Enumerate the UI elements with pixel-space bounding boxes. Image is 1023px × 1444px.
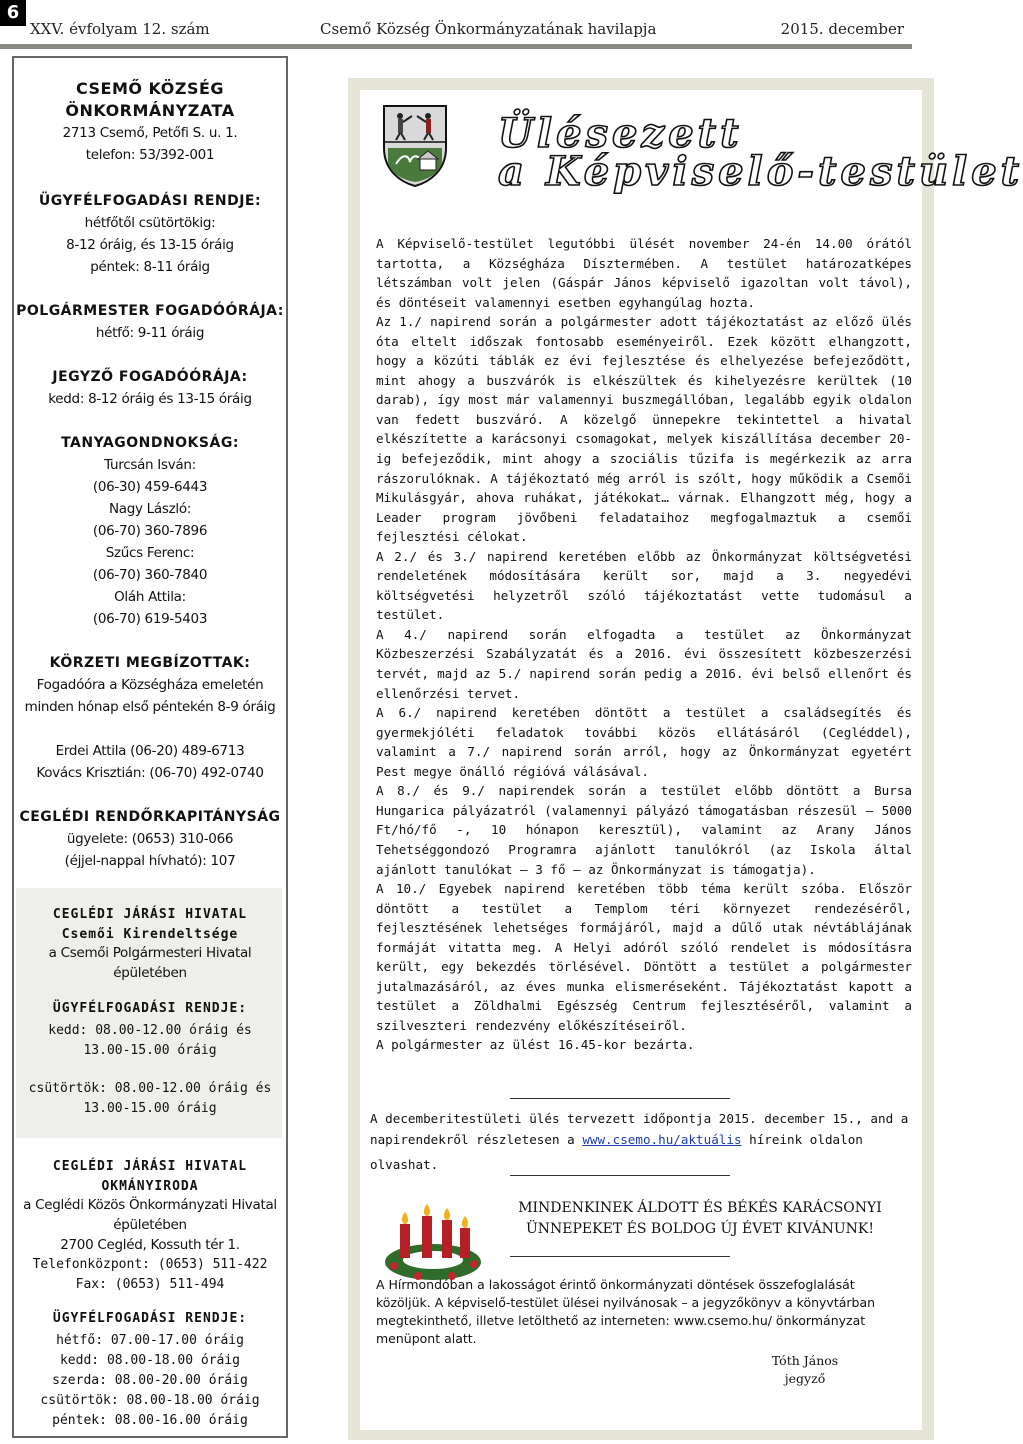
- ok-hours-line: szerda: 08.00-20.00 óráig: [52, 1373, 248, 1388]
- ok-hours-title: ÜGYFÉLFOGADÁSI RENDJE:: [52, 1311, 248, 1326]
- ok-title: CEGLÉDI JÁRÁSI HIVATAL: [52, 1159, 248, 1174]
- ok-line: épületében: [113, 1217, 187, 1233]
- office-subtitle: Csemői Kirendeltsége: [61, 927, 239, 942]
- signature-name: Tóth János: [771, 1353, 839, 1368]
- next-meeting-note: [370, 1108, 910, 1175]
- office-hours-title: ÜGYFÉLFOGADÁSI RENDJE:: [52, 1001, 248, 1016]
- farm-contact-name: Turcsán Isván:: [104, 457, 196, 473]
- next-meeting-line: A decemberitestületi ülés tervezett időpontja 2015. december 15., and a: [370, 1111, 909, 1126]
- issue-label: XXV. évfolyam 12. szám: [30, 20, 210, 38]
- office-hours-line: 13.00-15.00 óráig: [83, 1101, 217, 1116]
- signature: [740, 1352, 870, 1388]
- greeting-line: MINDENKINEK ÁLDOTT ÉS BÉKÉS KARÁCSONYI: [518, 1200, 882, 1216]
- ok-line: 2700 Cegléd, Kossuth tér 1.: [60, 1237, 240, 1253]
- clerk-title: JEGYZŐ FOGADÓÓRÁJA:: [52, 369, 248, 385]
- hours-title: ÜGYFÉLFOGADÁSI RENDJE:: [38, 193, 262, 209]
- mayor-hours: hétfő: 9-11 óráig: [95, 325, 205, 341]
- org-name-2: ÖNKORMÁNYZATA: [65, 101, 235, 120]
- issue-date: 2015. december: [780, 20, 904, 38]
- office-hours-line: csütörtök: 08.00-12.00 óráig és: [28, 1081, 272, 1096]
- divider: [510, 1098, 730, 1099]
- article-paragraph: A 6./ napirend keretében döntött a testület a családsegítés és gyermekjóléti feladatok további közös ellátásáról (Cegléddel), valamint a 7./ napirend során arról, hogy az Önkormányzat egyetért Pest megye önálló régióvá válásával.: [376, 705, 912, 779]
- ok-line: Telefonközpont: (0653) 511-422: [32, 1257, 268, 1272]
- ok-hours-line: csütörtök: 08.00-18.00 óráig: [40, 1393, 260, 1408]
- farm-contact-name: Szűcs Ferenc:: [105, 545, 195, 561]
- page-number: 6: [0, 0, 26, 26]
- police-line: (éjjel-nappal hívható): 107: [64, 853, 236, 869]
- district-officer: Erdei Attila (06-20) 489-6713: [55, 743, 245, 759]
- mayor-title: POLGÁRMESTER FOGADÓÓRÁJA:: [16, 303, 284, 319]
- ok-hours-line: péntek: 08.00-16.00 óráig: [52, 1413, 248, 1428]
- ok-line: Fax: (0653) 511-494: [75, 1277, 225, 1292]
- office-line: épületében: [113, 965, 187, 981]
- publication-title: Csemő Község Önkormányzatának havilapja: [320, 20, 657, 38]
- holiday-greeting: [500, 1198, 900, 1240]
- info-sidebar: [12, 56, 288, 1438]
- divider: [510, 1256, 730, 1257]
- next-meeting-line: olvashat.: [370, 1157, 439, 1172]
- office-title: CEGLÉDI JÁRÁSI HIVATAL: [52, 907, 248, 922]
- ok-subtitle: OKMÁNYIRODA: [101, 1179, 199, 1194]
- article-paragraph: A Képviselő-testület legutóbbi ülését november 24-én 14.00 órától tartotta, a Községháza Dísztermében. A testület határozatképes létszámban volt jelen (Gáspár János képviselő igazoltan volt távol), és döntéseit valamennyi esetben egyhangúlag hozta.: [376, 236, 912, 310]
- ok-line: a Ceglédi Közös Önkormányzati Hivatal: [23, 1197, 277, 1213]
- farm-contact-phone: (06-70) 360-7840: [92, 567, 208, 583]
- article-paragraph: A 8./ és 9./ napirendek során a testület előbb döntött a Bursa Hungarica pályázatról (valamennyi pályázó támogatásban részesül – 5000 Ft/hó/fő -, 10 hónapon keresztül), valamint az Arany János Tehetséggondozó Programra ajánlott tanulókról (az Iskola által ajánlott tanulókat – 3 fő – az Önkormányzat is támogatja).: [376, 783, 912, 877]
- farm-contact-name: Oláh Attila:: [114, 589, 186, 605]
- page-header: [30, 20, 904, 42]
- farm-title: TANYAGONDNOKSÁG:: [61, 435, 239, 451]
- farm-contact-phone: (06-70) 360-7896: [92, 523, 208, 539]
- article-panel: [360, 90, 1023, 1430]
- header-rule: [0, 44, 912, 49]
- farm-contact-phone: (06-30) 459-6443: [92, 479, 208, 495]
- article-body: [376, 234, 912, 1055]
- info-note: A Hírmondóban a lakosságot érintő önkormányzati döntések összefoglalását közöljük. A képviselő-testület ülései nyilvánosak – a jegyzőkönyv a könyvtárban megtekinthető, illetve letölthető az interneten: www.csemo.hu/ önkormányzat menüpont alatt.: [376, 1277, 876, 1346]
- office-hours-line: 13.00-15.00 óráig: [83, 1043, 217, 1058]
- police-line: ügyelete: (0653) 310-066: [66, 831, 234, 847]
- district-title: KÖRZETI MEGBÍZOTTAK:: [49, 655, 251, 671]
- article-paragraph: A polgármester az ülést 16.45-kor bezárta.: [376, 1037, 695, 1053]
- article-title: a Képviselő-testület: [498, 148, 1023, 195]
- hours-line: hétfőtől csütörtökig:: [84, 215, 216, 231]
- article-paragraph: A 4./ napirend során elfogadta a testület az Önkormányzat Közbeszerzési Szabályzatát és a 2016. évi összesített közbeszerzési tervét, majd az 5./ napirend során pedig a 2016. évi belső ellenőrt és ellenőrzési tervet.: [376, 626, 912, 701]
- org-address: 2713 Csemő, Petőfi S. u. 1.: [62, 125, 238, 141]
- next-meeting-line: [370, 1129, 910, 1150]
- greeting-line: ÜNNEPEKET ÉS BOLDOG ÚJ ÉVET KIVÁNUNK!: [525, 1221, 874, 1237]
- hours-line: péntek: 8-11 óráig: [90, 259, 210, 275]
- office-hours-line: kedd: 08.00-12.00 óráig és: [48, 1023, 252, 1038]
- article-paragraph: Az 1./ napirend során a polgármester adott tájékoztatást az előző ülés óta eltelt időszak fontosabb eseményeiről. Ezek között elhangzott, hogy a közúti táblák ez évi fejlesztése és elhelyezése befejeződött, mint ahogy a buszvárók is elkészültek és kihelyezésre kerültek (10 darab), így most már valamennyi buszmegállóban, legalább egyik oldalon van fedett buszváró. A közelgő ünnepekre tekintettel a hivatal elkészítette a karácsonyi csomagokat, melyek kiszállítása december 20-ig befejeződik, mint ahogy a szociális tűzifa is megérkezik az arra rászorulóknak. A tájékoztató még arról is szólt, hogy működik a Csemői Mikulásgyár, ahova ruhákat, játékokat… várnak. Elhangzott még, hogy a Leader program jövőbeni feladataihoz megfogalmaztuk a csemői fejlesztési célokat.: [376, 314, 912, 545]
- next-meeting-text: napirendekről részletesen a: [370, 1132, 583, 1147]
- advent-wreath-icon: [378, 1186, 488, 1286]
- district-line: Fogadóóra a Községháza emeletén: [36, 677, 264, 693]
- next-meeting-text: híreink oldalon: [741, 1132, 863, 1147]
- farm-contact-name: Nagy László:: [108, 501, 192, 517]
- farm-contact-phone: (06-70) 619-5403: [92, 611, 208, 627]
- hours-line: 8-12 óráig, és 13-15 óráig: [66, 237, 234, 253]
- divider: [510, 1175, 730, 1176]
- article-frame: [348, 78, 1023, 1440]
- signature-role: jegyző: [784, 1371, 826, 1386]
- district-officer: Kovács Krisztián: (06-70) 492-0740: [36, 765, 264, 781]
- ok-hours-line: kedd: 08.00-18.00 óráig: [59, 1353, 240, 1368]
- article-paragraph: A 2./ és 3./ napirend keretében előbb az Önkormányzat költségvetési rendeletének módosítására került sor, majd a 3. negyedévi költségvetési helyzetről szóló tájékoztatást vette tudomásul a testület.: [376, 548, 912, 623]
- office-line: a Csemői Polgármesteri Hivatal: [48, 945, 252, 961]
- org-phone: telefon: 53/392-001: [85, 147, 215, 163]
- coat-of-arms-icon: [380, 102, 450, 188]
- district-line: minden hónap első péntekén 8-9 óráig: [24, 699, 276, 715]
- article-paragraph: A 10./ Egyebek napirend keretében több téma került szóba. Először döntött a testület a Templom téri környezet rendezéséről, fejlesztésének lehetséges formájáról, majd a dűlő utak névtáblájának formáját vitatta meg. A Helyi adóról szóló rendelet is módosításra került, egy bekezdés törlésével. Döntött a testület a polgármester jutalmazásáról, az éves munka elismeréseként. Tájékoztatást kapott a testület a Zöldhalmi Egészség Centrum fejlesztéséről, valamint a szilveszteri rendezvény előkészítéseiről.: [376, 881, 912, 1033]
- csemo-aktualis-link[interactable]: www.csemo.hu/aktuális: [582, 1132, 742, 1147]
- police-title: CEGLÉDI RENDŐRKAPITÁNYSÁG: [19, 809, 281, 825]
- org-name-1: CSEMŐ KÖZSÉG: [75, 79, 225, 98]
- article-title: Ülésezett: [498, 110, 743, 157]
- ok-hours-line: hétfő: 07.00-17.00 óráig: [56, 1333, 244, 1348]
- clerk-hours: kedd: 8-12 óráig és 13-15 óráig: [48, 391, 252, 407]
